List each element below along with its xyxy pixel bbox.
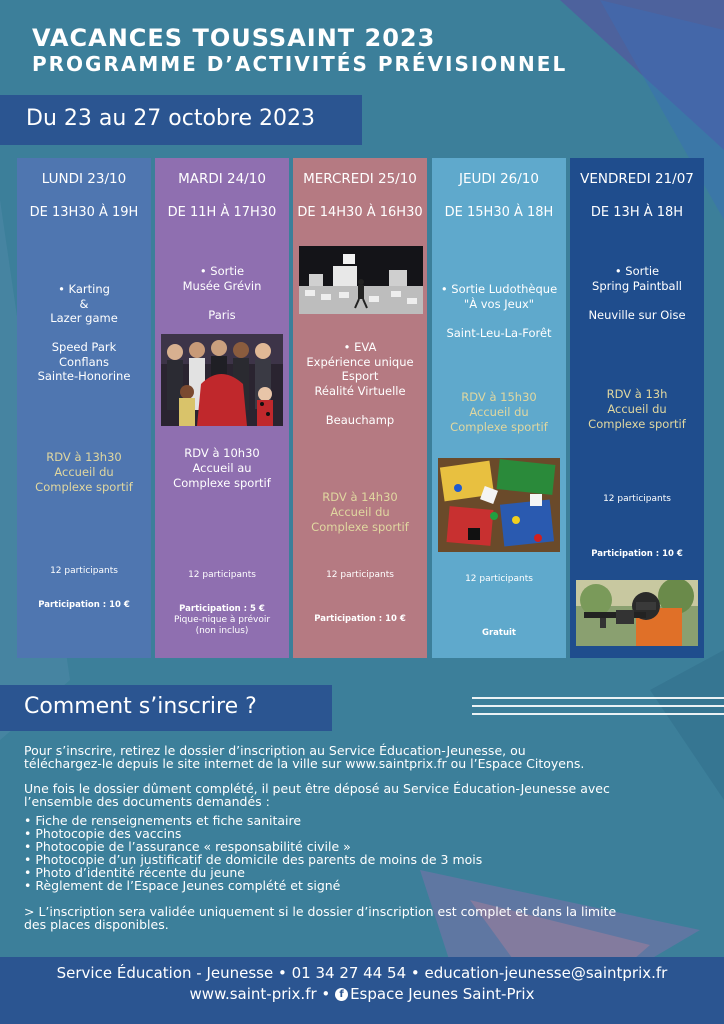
- paintball-photo: [576, 580, 698, 646]
- registration-validation-note: > L’inscription sera validée uniquement si le dossier d’inscription est complet et dans la limite des places disponibles.: [24, 904, 617, 932]
- day-participants: 12 participants: [465, 574, 533, 584]
- registration-intro: Pour s’inscrire, retirez le dossier d’inscription au Service Éducation-Jeunesse, ou téléchargez-le depuis le site internet de la ville sur www.saintprix.fr ou l’Espace Citoyens.: [24, 743, 585, 771]
- day-activity: • Sortie Ludothèque "À vos Jeux" Saint-Leu-La-Forêt: [440, 282, 558, 340]
- day-cost: Participation : 5 €: [179, 604, 265, 614]
- day-activity: • Sortie Musée Grévin Paris: [182, 264, 262, 322]
- registration-heading-band: [0, 685, 332, 731]
- day-meeting: RDV à 14h30 Accueil du Complexe sportif: [311, 490, 409, 534]
- day-hours: DE 13H30 À 19H: [29, 205, 139, 220]
- day-cost: Participation : 10 €: [38, 600, 130, 610]
- list-item: • Photocopie de l’assurance « responsabilité civile »: [24, 839, 351, 854]
- list-item: • Fiche de renseignements et fiche sanitaire: [24, 813, 302, 828]
- day-card-thursday: [432, 158, 566, 658]
- day-hours: DE 11H À 17H30: [167, 205, 277, 220]
- day-cost: Gratuit: [482, 628, 516, 638]
- day-card-tuesday: [155, 158, 289, 658]
- vr-arena-photo: [299, 246, 423, 314]
- day-activity: • Sortie Spring Paintball Neuville sur Oise: [588, 264, 686, 322]
- list-item: • Photocopie des vaccins: [24, 826, 182, 841]
- contact-line: Service Éducation - Jeunesse • 01 34 27 44 54 • education-jeunesse@saintprix.fr: [56, 964, 668, 982]
- day-meeting: RDV à 13h30 Accueil du Complexe sportif: [35, 450, 133, 494]
- day-participants: 12 participants: [603, 494, 671, 504]
- list-item: • Règlement de l’Espace Jeunes complété et signé: [24, 878, 341, 893]
- day-participants: 12 participants: [50, 566, 118, 576]
- board-games-photo: [438, 458, 560, 552]
- day-card-wednesday: [293, 158, 427, 658]
- day-participants: 12 participants: [326, 570, 394, 580]
- registration-heading: Comment s’inscrire ?: [24, 694, 257, 719]
- website-link[interactable]: www.saint-prix.fr •: [189, 985, 331, 1003]
- day-title: VENDREDI 21/07: [580, 171, 694, 187]
- page-subtitle: PROGRAMME D’ACTIVITÉS PRÉVISIONNEL: [32, 52, 568, 76]
- day-title: JEUDI 26/10: [459, 171, 539, 187]
- day-activity: • Karting & Lazer game Speed Park Conflans Sainte-Honorine: [37, 282, 131, 383]
- day-hours: DE 13H À 18H: [590, 205, 684, 220]
- day-card-friday: [570, 158, 704, 658]
- footer-links: [0, 985, 724, 1003]
- day-cost: Participation : 10 €: [314, 614, 406, 624]
- day-participants: 12 participants: [188, 570, 256, 580]
- day-meeting: RDV à 10h30 Accueil au Complexe sportif: [173, 446, 271, 490]
- day-activity: • EVA Expérience unique Esport Réalité Virtuelle Beauchamp: [306, 340, 414, 427]
- wax-museum-photo: [161, 334, 283, 426]
- date-range: Du 23 au 27 octobre 2023: [26, 106, 315, 131]
- day-note: Pique-nique à prévoir (non inclus): [173, 615, 271, 636]
- day-card-monday: [17, 158, 151, 658]
- facebook-link[interactable]: Espace Jeunes Saint-Prix: [350, 985, 535, 1003]
- facebook-icon: f: [335, 988, 348, 1001]
- day-title: MERCREDI 25/10: [303, 171, 417, 187]
- day-cost: Participation : 10 €: [591, 549, 683, 559]
- list-item: • Photo d’identité récente du jeune: [24, 865, 245, 880]
- day-meeting: RDV à 13h Accueil du Complexe sportif: [588, 387, 686, 431]
- day-hours: DE 14H30 À 16H30: [297, 205, 423, 220]
- registration-documents-intro: Une fois le dossier dûment complété, il peut être déposé au Service Éducation-Jeunesse avec l’ensemble des documents demandés :: [24, 781, 610, 809]
- day-hours: DE 15H30 À 18H: [444, 205, 554, 220]
- day-title: MARDI 24/10: [178, 171, 266, 187]
- list-item: • Photocopie d’un justificatif de domicile des parents de moins de 3 mois: [24, 852, 483, 867]
- page-title: VACANCES TOUSSAINT 2023: [32, 24, 436, 52]
- date-band: [0, 95, 362, 145]
- day-title: LUNDI 23/10: [41, 171, 127, 187]
- day-meeting: RDV à 15h30 Accueil du Complexe sportif: [450, 390, 548, 434]
